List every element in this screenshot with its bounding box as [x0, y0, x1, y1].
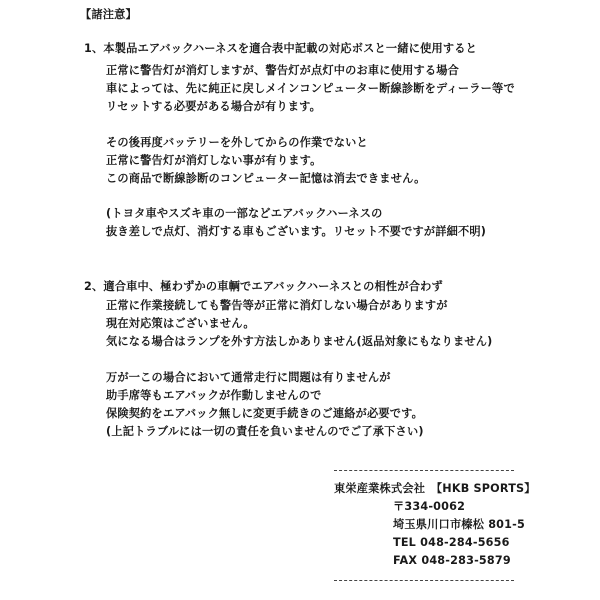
company-name: 東栄産業株式会社 【HKB SPORTS】: [334, 482, 536, 495]
company-tel: TEL 048-284-5656: [393, 536, 510, 549]
section1-line: 1、本製品エアバックハーネスを適合表中記載の対応ボスと一緒に使用すると: [84, 42, 478, 55]
company-address: 埼玉県川口市榛松 801-5: [393, 518, 525, 531]
section1-line: リセットする必要がある場合が有ります。: [106, 100, 322, 113]
company-postal: 〒334-0062: [393, 500, 466, 513]
section1-line: 正常に警告灯が消灯しない事が有ります。: [106, 154, 322, 167]
section2-line: 保険契約をエアバック無しに変更手続きのご連絡が必要です。: [106, 407, 424, 420]
divider-bottom: [334, 580, 514, 581]
company-fax: FAX 048-283-5879: [393, 554, 511, 567]
section1-line: (トヨタ車やスズキ車の一部などエアバックハーネスの: [106, 207, 383, 220]
section2-line: 助手席等もエアバックが作動しませんので: [106, 389, 322, 402]
section1-line: その後再度バッテリーを外してからの作業でないと: [106, 136, 368, 149]
divider-top: [334, 470, 514, 471]
section2-line: (上記トラブルには一切の責任を負いませんのでご了承下さい): [106, 425, 424, 438]
section1-line: 正常に警告灯が消灯しますが、警告灯が点灯中のお車に使用する場合: [106, 64, 460, 77]
section2-line: 2、適合車中、極わずかの車輌でエアバックハーネスとの相性が合わず: [84, 280, 443, 293]
section2-line: 正常に作業接続しても警告等が正常に消灯しない場合がありますが: [106, 299, 448, 312]
section1-line: この商品で断線診断のコンピューター記憶は消去できません。: [106, 172, 426, 185]
section2-line: 気になる場合はランプを外す方法しかありません(返品対象にもなりません): [106, 335, 493, 348]
section2-line: 現在対応策はございません。: [106, 317, 255, 330]
page-title: 【諸注意】: [80, 8, 137, 21]
section2-line: 万が一この場合において通常走行に問題は有りませんが: [106, 371, 391, 384]
section1-line: 抜き差しで点灯、消灯する車もございます。リセット不要ですが詳細不明): [106, 225, 487, 238]
section1-line: 車によっては、先に純正に戻しメインコンピューター断線診断をディーラー等で: [106, 82, 515, 95]
